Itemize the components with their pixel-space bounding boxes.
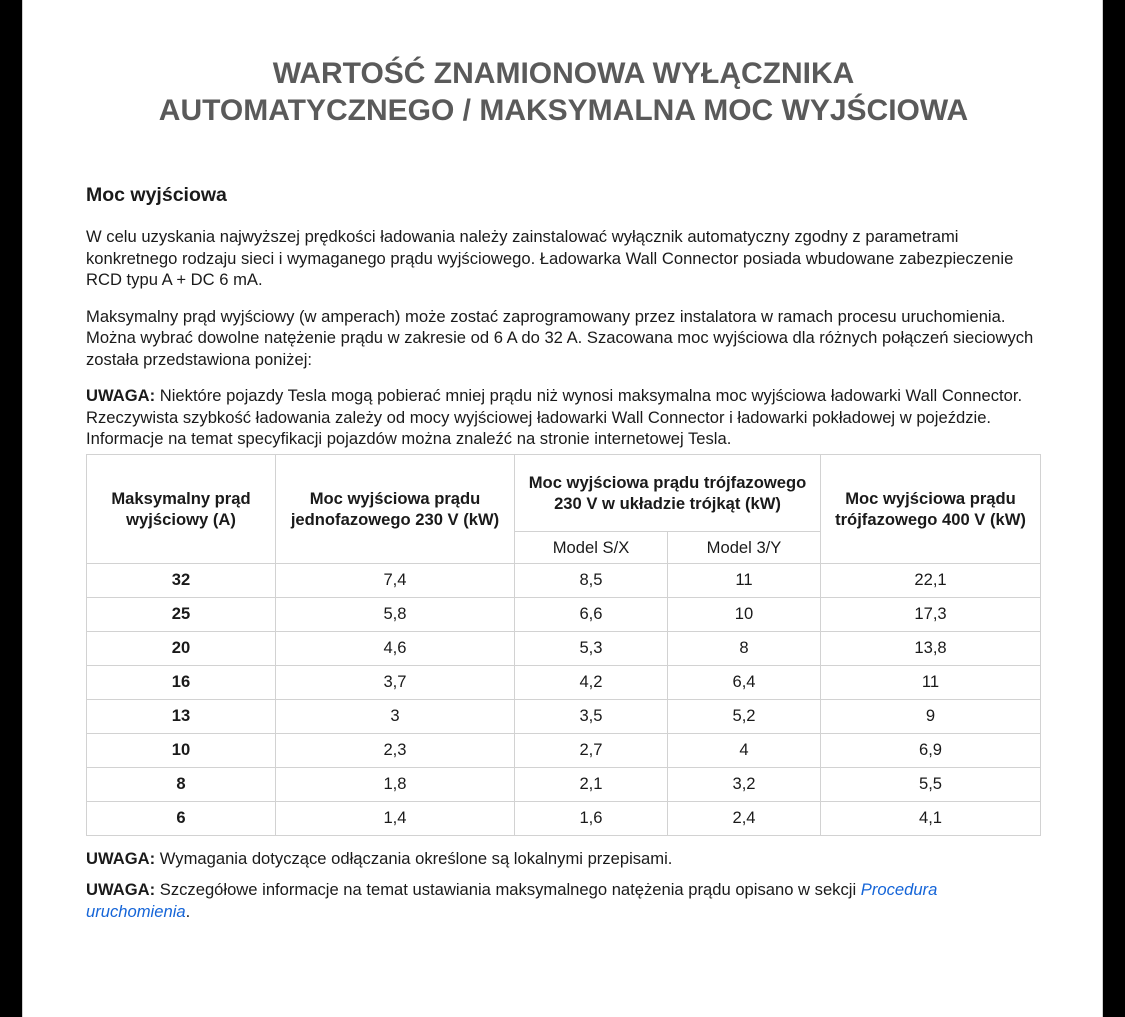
table-cell: 2,3 (276, 733, 515, 767)
commissioning-link[interactable]: Procedura uruchomienia (86, 880, 938, 921)
table-cell: 2,1 (515, 767, 668, 801)
note-text: Wymagania dotyczące odłączania określone są lokalnymi przepisami. (155, 848, 673, 868)
table-cell: 1,4 (276, 801, 515, 835)
intro-paragraph: W celu uzyskania najwyższej prędkości ładowania należy zainstalować wyłącznik automatyczny zgodny z parametrami konkretnego rodzaju sieci i wymaganego prądu wyjściowego. Ładowarka Wall Connector posiada wbudowane zabezpieczenie RCD typu A + DC 6 mA. (86, 227, 1014, 289)
page-title-line1: WARTOŚĆ ZNAMIONOWA WYŁĄCZNIKA (272, 57, 855, 90)
table-cell: 20 (87, 631, 276, 665)
table-row (87, 597, 1041, 631)
table-cell: 4,6 (276, 631, 515, 665)
settings-note (86, 879, 1046, 922)
note-label: UWAGA: (86, 848, 156, 868)
header-model-sx: Model S/X (515, 531, 668, 563)
table-cell: 6,4 (668, 665, 821, 699)
table-cell: 1,6 (515, 801, 668, 835)
table-cell: 3,5 (515, 699, 668, 733)
table-row (87, 801, 1041, 835)
table-cell: 9 (821, 699, 1041, 733)
table-cell: 8 (668, 631, 821, 665)
table-cell: 17,3 (821, 597, 1041, 631)
table-cell: 4 (668, 733, 821, 767)
table-cell: 11 (821, 665, 1041, 699)
table-cell: 4,1 (821, 801, 1041, 835)
table-cell: 32 (87, 563, 276, 597)
document-page (22, 0, 1103, 1017)
header-three-phase-400: Moc wyjściowa prądu trójfazowego 400 V (kW) (821, 454, 1041, 563)
table-cell: 13 (87, 699, 276, 733)
table-cell: 8,5 (515, 563, 668, 597)
table-cell: 11 (668, 563, 821, 597)
note-text: Niektóre pojazdy Tesla mogą pobierać mniej prądu niż wynosi maksymalna moc wyjściowa ładowarki Wall Connector. Rzeczywista szybkość ładowania zależy od mocy wyjściowej ładowarki Wall Connector i ładowarki pokładowej w pojeździe. Informacje na temat specyfikacji pojazdów można znaleźć na stronie internetowej Tesla. (86, 386, 1023, 448)
power-table (86, 454, 1041, 836)
content (86, 182, 1046, 922)
page-title (23, 55, 1104, 129)
table-cell: 7,4 (276, 563, 515, 597)
table-body (87, 563, 1041, 835)
header-three-phase-delta: Moc wyjściowa prądu trójfazowego 230 V w układzie trójkąt (kW) (515, 454, 821, 531)
note-text: Szczegółowe informacje na temat ustawiania maksymalnego natężenia prądu opisano w sekcji (155, 880, 861, 899)
table-cell: 10 (668, 597, 821, 631)
table-row (87, 631, 1041, 665)
table-cell: 5,3 (515, 631, 668, 665)
table-cell: 6 (87, 801, 276, 835)
table-cell: 6,6 (515, 597, 668, 631)
table-cell: 3 (276, 699, 515, 733)
vehicle-note (86, 385, 1046, 450)
header-max-current: Maksymalny prąd wyjściowy (A) (87, 454, 276, 563)
header-single-phase: Moc wyjściowa prądu jednofazowego 230 V (kW) (276, 454, 515, 563)
table-row (87, 767, 1041, 801)
note-end: . (185, 901, 191, 921)
page-title-line2: AUTOMATYCZNEGO / MAKSYMALNA MOC WYJŚCIOWA (158, 94, 969, 127)
table-row (87, 563, 1041, 597)
table-cell: 2,4 (668, 801, 821, 835)
table-cell: 5,2 (668, 699, 821, 733)
table-cell: 8 (87, 767, 276, 801)
table-cell: 16 (87, 665, 276, 699)
table-cell: 3,7 (276, 665, 515, 699)
section-heading: Moc wyjściowa (86, 184, 227, 206)
table-cell: 6,9 (821, 733, 1041, 767)
table-cell: 22,1 (821, 563, 1041, 597)
table-cell: 1,8 (276, 767, 515, 801)
table-cell: 13,8 (821, 631, 1041, 665)
table-cell: 10 (87, 733, 276, 767)
output-paragraph: Maksymalny prąd wyjściowy (w amperach) może zostać zaprogramowany przez instalatora w ramach procesu uruchomienia. Można wybrać dowolne natężenie prądu w zakresie od 6 A do 32 A. Szacowana moc wyjściowa dla różnych połączeń sieciowych została przedstawiona poniżej: (86, 306, 1034, 369)
table-cell: 25 (87, 597, 276, 631)
note-label: UWAGA: (86, 880, 156, 899)
note-label: UWAGA: (86, 386, 156, 405)
table-row (87, 699, 1041, 733)
table-cell: 3,2 (668, 767, 821, 801)
table-row (87, 733, 1041, 767)
header-model-3y: Model 3/Y (668, 531, 821, 563)
table-cell: 5,8 (276, 597, 515, 631)
table-cell: 2,7 (515, 733, 668, 767)
table-row (87, 665, 1041, 699)
disconnect-note (86, 848, 1046, 870)
table-cell: 5,5 (821, 767, 1041, 801)
table-cell: 4,2 (515, 665, 668, 699)
